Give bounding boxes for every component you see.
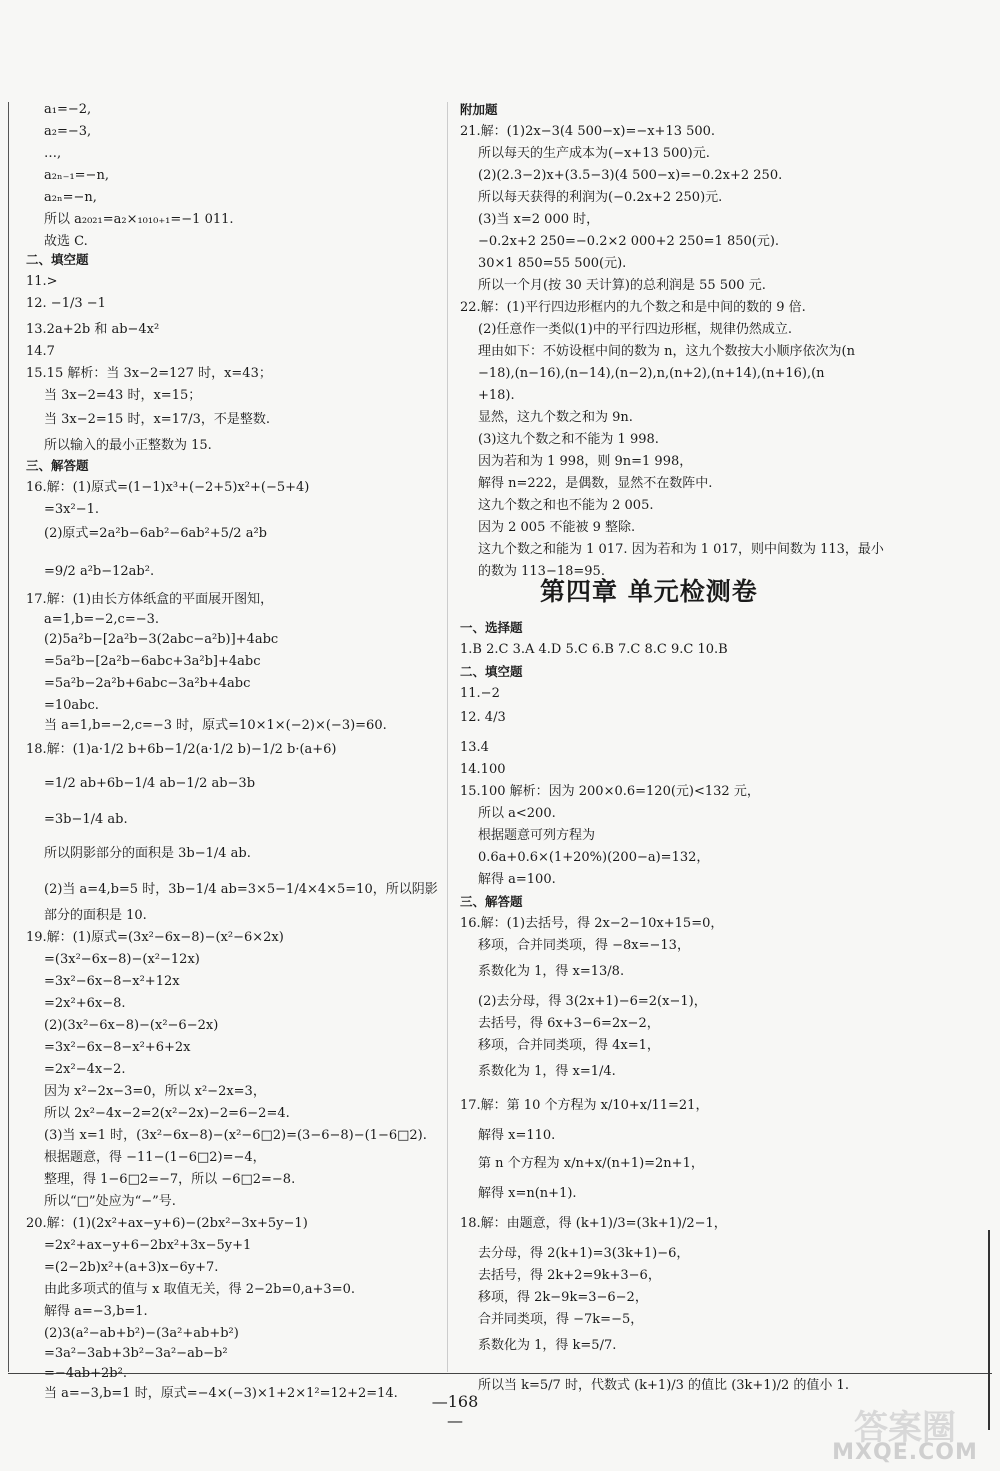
text-line: =−4ab+2b². — [44, 1366, 127, 1381]
text-line: 14.100 — [460, 762, 506, 777]
text-line: 所以 2x²−4x−2=2(x²−2x)−2=6−2=4. — [44, 1106, 290, 1121]
watermark-text: MXQE.COM — [832, 1440, 978, 1465]
text-line: 21.解：(1)2x−3(4 500−x)=−x+13 500. — [460, 124, 716, 139]
text-line: =10abc. — [44, 698, 99, 713]
text-line: 当 a=1,b=−2,c=−3 时，原式=10×1×(−2)×(−3)=60. — [44, 718, 387, 733]
text-line: 由此多项式的值与 x 取值无关，得 2−2b=0,a+3=0. — [44, 1282, 355, 1297]
text-line: =2x²+6x−8. — [44, 996, 126, 1011]
text-line: 系数化为 1，得 k=5/7. — [478, 1338, 617, 1353]
text-line: =5a²b−2a²b+6abc−3a²b+4abc — [44, 676, 251, 691]
text-line: 当 3x−2=15 时，x=17/3，不是整数. — [44, 412, 271, 427]
text-line: a₁=−2, — [44, 102, 92, 117]
text-line: 整理，得 1−6□2=−7，所以 −6□2=−8. — [44, 1172, 296, 1187]
text-line: 移项，合并同类项，得 −8x=−13， — [478, 938, 690, 953]
text-line: (2)当 a=4,b=5 时，3b−1/4 ab=3×5−1/4×4×5=10，所以阴影 — [44, 882, 438, 897]
text-line: 所以 a₂₀₂₁=a₂×₁₀₁₀₊₁=−1 011. — [44, 212, 234, 227]
text-line: 22.解：(1)平行四边形框内的九个数之和是中间的数的 9 倍. — [460, 300, 806, 315]
text-line: 第 n 个方程为 x/n+x/(n+1)=2n+1， — [478, 1156, 704, 1171]
text-line: 这九个数之和也不能为 2 005. — [478, 498, 654, 513]
text-line: 0.6a+0.6×(1+20%)(200−a)=132， — [478, 850, 710, 865]
section-heading: 一、选择题 — [460, 620, 523, 635]
text-line: 13.2a+2b 和 ab−4x² — [26, 322, 160, 337]
text-line: =3b−1/4 ab. — [44, 812, 128, 827]
text-line: 16.解：(1)去括号，得 2x−2−10x+15=0， — [460, 916, 724, 931]
text-line: 所以阴影部分的面积是 3b−1/4 ab. — [44, 846, 251, 861]
text-line: 所以当 k=5/7 时，代数式 (k+1)/3 的值比 (3k+1)/2 的值小 1. — [478, 1378, 849, 1393]
watermark-logo: 答案圈 — [854, 1408, 956, 1448]
text-line: 移项，得 2k−9k=3−6−2， — [478, 1290, 648, 1305]
text-line: =3a²−3ab+3b²−3a²−ab−b² — [44, 1346, 228, 1361]
text-line: =2x²+ax−y+6−2bx²+3x−5y+1 — [44, 1238, 252, 1253]
text-line: 15.15 解析：当 3x−2=127 时，x=43； — [26, 366, 272, 381]
text-line: (2)5a²b−[2a²b−3(2abc−a²b)]+4abc — [44, 632, 279, 647]
text-line: 解得 x=n(n+1). — [478, 1186, 577, 1201]
text-line: 的数为 113−18=95. — [478, 564, 605, 579]
text-line: 系数化为 1，得 x=1/4. — [478, 1064, 616, 1079]
text-line: 这九个数之和能为 1 017. 因为若和为 1 017，则中间数为 113，最小 — [478, 542, 884, 557]
text-line: a₂ₙ₋₁=−n, — [44, 168, 109, 183]
text-line: 移项，合并同类项，得 4x=1， — [478, 1038, 660, 1053]
text-line: (2)(3x²−6x−8)−(x²−6−2x) — [44, 1018, 219, 1033]
text-line: 所以每天的生产成本为(−x+13 500)元. — [478, 146, 710, 161]
text-line: 解得 a=100. — [478, 872, 556, 887]
text-line: 18.解：由题意，得 (k+1)/3=(3k+1)/2−1， — [460, 1216, 727, 1231]
text-line: (2)去分母，得 3(2x+1)−6=2(x−1)， — [478, 994, 707, 1009]
text-line: =(3x²−6x−8)−(x²−12x) — [44, 952, 200, 967]
text-line: 所以一个月(按 30 天计算)的总利润是 55 500 元. — [478, 278, 766, 293]
text-line: 11.> — [26, 274, 58, 289]
text-line: −0.2x+2 250=−0.2×2 000+2 250=1 850(元). — [478, 234, 780, 249]
text-line: 19.解：(1)原式=(3x²−6x−8)−(x²−6×2x) — [26, 930, 284, 945]
text-line: (3)当 x=2 000 时， — [478, 212, 600, 227]
text-line: 部分的面积是 10. — [44, 908, 147, 923]
text-line: 20.解：(1)(2x²+ax−y+6)−(2bx²−3x+5y−1) — [26, 1216, 308, 1231]
text-line: 15.100 解析：因为 200×0.6=120(元)<132 元， — [460, 784, 760, 799]
chapter-title: 第四章 单元检测卷 — [540, 577, 758, 606]
text-line: …, — [44, 146, 62, 161]
text-line: 去分母，得 2(k+1)=3(3k+1)−6， — [478, 1246, 690, 1261]
text-line: 11.−2 — [460, 686, 500, 701]
text-line: 18.解：(1)a·1/2 b+6b−1/2(a·1/2 b)−1/2 b·(a+6) — [26, 742, 337, 757]
text-line: +18). — [478, 388, 515, 403]
text-line: 根据题意，得 −11−(1−6□2)=−4， — [44, 1150, 266, 1165]
bottom-rule — [8, 1373, 992, 1374]
text-line: 当 3x−2=43 时，x=15； — [44, 388, 202, 403]
text-line: 1.B 2.C 3.A 4.D 5.C 6.B 7.C 8.C 9.C 10.B — [460, 642, 728, 657]
text-line: 17.解：(1)由长方体纸盒的平面展开图知， — [26, 592, 274, 607]
text-line: =3x²−1. — [44, 502, 100, 517]
text-line: =2x²−4x−2. — [44, 1062, 126, 1077]
text-line: 16.解：(1)原式=(1−1)x³+(−2+5)x²+(−5+4) — [26, 480, 310, 495]
text-line: =(2−2b)x²+(a+3)x−6y+7. — [44, 1260, 219, 1275]
text-line: (2)任意作一类似(1)中的平行四边形框，规律仍然成立. — [478, 322, 792, 337]
text-line: 显然，这九个数之和为 9n. — [478, 410, 633, 425]
text-line: (3)当 x=1 时，(3x²−6x−8)−(x²−6□2)=(3−6−8)−(1−6□2). — [44, 1128, 427, 1143]
text-line: 30×1 850=55 500(元). — [478, 256, 627, 271]
text-line: a₂ₙ=−n, — [44, 190, 97, 205]
text-line: (2)(2.3−2)x+(3.5−3)(4 500−x)=−0.2x+2 250. — [478, 168, 783, 183]
text-line: =9/2 a²b−12ab². — [44, 564, 155, 579]
text-line: 所以输入的最小正整数为 15. — [44, 438, 212, 453]
page-number: —168— — [431, 1392, 479, 1430]
text-line: 17.解：第 10 个方程为 x/10+x/11=21， — [460, 1098, 709, 1113]
section-heading: 三、解答题 — [26, 458, 89, 473]
text-line: a₂=−3, — [44, 124, 92, 139]
text-line: (2)3(a²−ab+b²)−(3a²+ab+b²) — [44, 1326, 239, 1341]
text-line: 12. 4/3 — [460, 710, 506, 725]
text-line: (3)这九个数之和不能为 1 998. — [478, 432, 659, 447]
watermark — [820, 1400, 990, 1466]
text-line: 系数化为 1，得 x=13/8. — [478, 964, 625, 979]
column-divider — [447, 102, 448, 1372]
text-line: 当 a=−3,b=1 时，原式=−4×(−3)×1+2×1²=12+2=14. — [44, 1386, 398, 1401]
text-line: 所以 a<200. — [478, 806, 556, 821]
section-heading: 附加题 — [460, 102, 498, 117]
text-line: 14.7 — [26, 344, 55, 359]
text-line: 故选 C. — [44, 234, 88, 249]
text-line: 理由如下：不妨设框中间的数为 n，这九个数按大小顺序依次为(n — [478, 344, 855, 359]
text-line: 所以每天获得的利润为(−0.2x+2 250)元. — [478, 190, 723, 205]
text-line: 因为 x²−2x−3=0，所以 x²−2x=3， — [44, 1084, 266, 1099]
text-line: 12. −1/3 −1 — [26, 296, 106, 311]
text-line: 所以“□”处应为“−”号. — [44, 1194, 176, 1209]
text-line: 因为 2 005 不能被 9 整除. — [478, 520, 636, 535]
text-line: −18),(n−16),(n−14),(n−2),n,(n+2),(n+14),(n+16),(n — [478, 366, 825, 381]
text-line: =1/2 ab+6b−1/4 ab−1/2 ab−3b — [44, 776, 256, 791]
text-line: (2)原式=2a²b−6ab²−6ab²+5/2 a²b — [44, 526, 267, 541]
text-line: 解得 n=222，是偶数，显然不在数阵中. — [478, 476, 713, 491]
text-line: 去括号，得 2k+2=9k+3−6， — [478, 1268, 661, 1283]
text-line: a=1,b=−2,c=−3. — [44, 612, 160, 627]
text-line: 解得 x=110. — [478, 1128, 556, 1143]
text-line: 因为若和为 1 998，则 9n=1 998， — [478, 454, 693, 469]
text-line: =3x²−6x−8−x²+6+2x — [44, 1040, 191, 1055]
text-line: 解得 a=−3,b=1. — [44, 1304, 148, 1319]
section-heading: 二、填空题 — [460, 664, 523, 679]
text-line: 合并同类项，得 −7k=−5， — [478, 1312, 644, 1327]
text-line: =5a²b−[2a²b−6abc+3a²b]+4abc — [44, 654, 261, 669]
section-heading: 三、解答题 — [460, 894, 523, 909]
section-heading: 二、填空题 — [26, 252, 89, 267]
text-line: 根据题意可列方程为 — [478, 828, 596, 843]
text-line: 13.4 — [460, 740, 489, 755]
text-line: 去括号，得 6x+3−6=2x−2， — [478, 1016, 660, 1031]
text-line: =3x²−6x−8−x²+12x — [44, 974, 180, 989]
left-margin-rule — [8, 102, 9, 1372]
